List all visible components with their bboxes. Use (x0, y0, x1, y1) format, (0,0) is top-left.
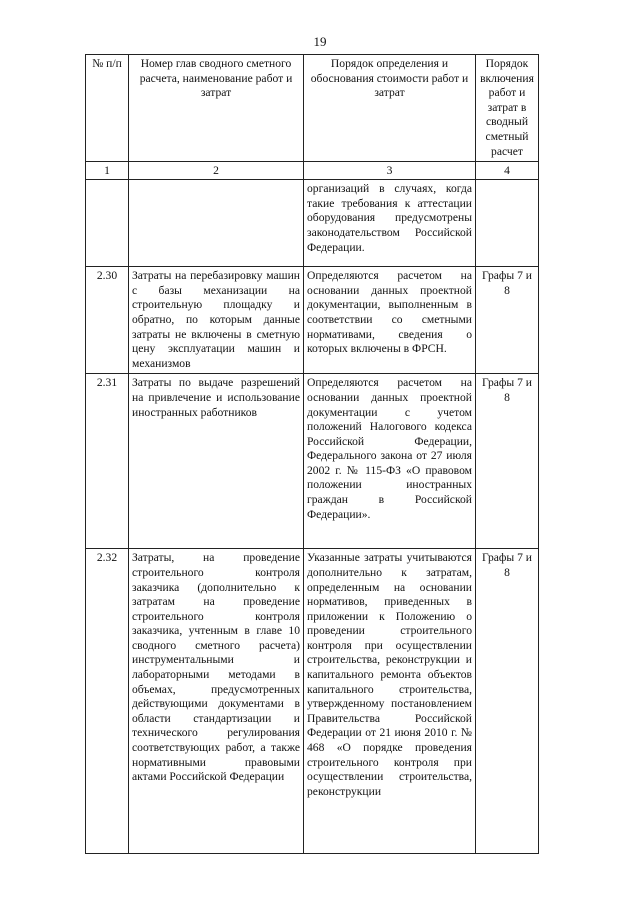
row-name: Затраты по выдаче разрешений на привлечение и использование иностранных работников (129, 374, 304, 549)
header-cost-method: Порядок определения и обоснования стоимости работ и затрат (304, 55, 476, 162)
table-row (86, 549, 539, 854)
row-name: Затраты на перебазировку машин с базы механизации на строительную площадку и обратно, по которым данные затраты не включены в сметную цену эксплуатации машин и механизмов (129, 267, 304, 374)
estimate-table (85, 54, 539, 854)
row-method: Определяются расчетом на основании данных проектной документации, выполненным в соответствии со сметными нормативами, сведения о которых включены в ФРСН. (304, 267, 476, 374)
row-inclusion (476, 180, 539, 267)
row-method: Определяются расчетом на основании данных проектной документации с учетом положений Налогового кодекса Российской Федерации, Федерального закона от 27 июля 2002 г. № 115-ФЗ «О правовом положении иностранных граждан в Российской Федерации». (304, 374, 476, 549)
column-number: 3 (304, 162, 476, 180)
row-inclusion: Графы 7 и 8 (476, 374, 539, 549)
row-method: организаций в случаях, когда такие требования к аттестации оборудования предусмотрены законодательством Российской Федерации. (304, 180, 476, 267)
row-number (86, 180, 129, 267)
table-header-row (86, 55, 539, 162)
header-inclusion-order: Порядок включения работ и затрат в сводный сметный расчет (476, 55, 539, 162)
row-number: 2.31 (86, 374, 129, 549)
row-inclusion: Графы 7 и 8 (476, 549, 539, 854)
column-number: 2 (129, 162, 304, 180)
column-number-row (86, 162, 539, 180)
row-name (129, 180, 304, 267)
column-number: 4 (476, 162, 539, 180)
row-name: Затраты, на проведение строительного контроля заказчика (дополнительно к затратам на проведение строительного контроля заказчика, учтенным в главе 10 сводного сметного расчета) инструментальными и лабораторными методами в объемах, предусмотренных действующими документами в области стандартизации и технического регулирования соответствующих работ, а также нормативными правовыми актами Российской Федерации (129, 549, 304, 854)
table-row (86, 267, 539, 374)
row-number: 2.32 (86, 549, 129, 854)
row-inclusion: Графы 7 и 8 (476, 267, 539, 374)
page-number: 19 (313, 34, 327, 49)
table-row (86, 180, 539, 267)
row-method: Указанные затраты учитываются дополнительно к затратам, определенным на основании нормативов, приведенных в приложении к Положению о проведении строительного контроля при осуществлении строительства, реконструкции и капитального ремонта объектов капитального строительства, утвержденному постановлением Правительства Российской Федерации от 21 июня 2010 г. № 468 «О порядке проведения строительного контроля при осуществлении строительства, реконструкции (304, 549, 476, 854)
column-number: 1 (86, 162, 129, 180)
row-number: 2.30 (86, 267, 129, 374)
table-row (86, 374, 539, 549)
header-chapter-name: Номер глав сводного сметного расчета, наименование работ и затрат (129, 55, 304, 162)
header-number: № п/п (86, 55, 129, 162)
